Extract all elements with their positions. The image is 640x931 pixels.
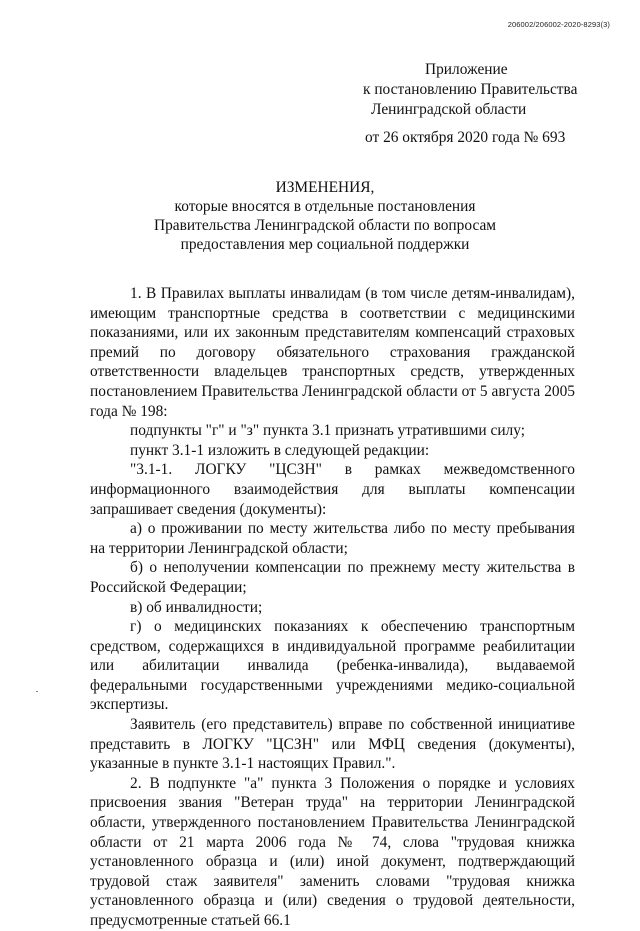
document-body xyxy=(90,284,575,931)
paragraph: 1. В Правилах выплаты инвалидам (в том числе детям-инвалидам), имеющим транспортные средства в соответствии с медицинскими показаниями, или их законным представителям компенсаций страховых премий по договору обязательного страхования гражданской ответственности владельцев транспортных средств, утвержденных постановлением Правительства Ленинградской области от 5 августа 2005 года № 198: xyxy=(90,285,575,420)
document-title xyxy=(90,178,560,254)
paragraph: б) о неполучении компенсации по прежнему месту жительства в Российской Федерации; xyxy=(90,559,575,596)
document-id: 206002/206002-2020-8293(3) xyxy=(507,20,610,29)
appendix-line-3: Ленинградской области xyxy=(371,101,527,118)
paragraph: в) об инвалидности; xyxy=(130,598,263,616)
appendix-line-4: от 26 октября 2020 года № 693 xyxy=(365,129,566,146)
paragraph: 2. В подпункте "а" пункта 3 Положения о порядке и условиях присвоения звания "Ветеран труда" на территории Ленинградской области, утвержденного постановлением Правительства Ленинградской области от 21 марта 2006 года № 74, слова "трудовая книжка установленного образца и (или) иной документ, подтверждающий трудовой стаж заявителя" заменить словами "трудовая книжка установленного образца и (или) сведения о трудовой деятельности, предусмотренные статьей 66.1 xyxy=(90,774,575,929)
scan-speck xyxy=(36,691,38,692)
paragraph: подпункты "г" и "з" пункта 3.1 признать утратившими силу; xyxy=(130,422,526,440)
appendix-line-2: к постановлению Правительства xyxy=(363,81,578,98)
title-subtitle-3: предоставления мер социальной поддержки xyxy=(180,236,470,253)
paragraph: г) о медицинских показаниях к обеспечению транспортным средством, содержащихся в индивидуальной программе реабилитации или абилитации инвалида (ребенка-инвалида), выдаваемой федеральными государственными учреждениями медико-социальной экспертизы. xyxy=(90,618,575,714)
appendix-line-1: Приложение xyxy=(425,61,508,78)
appendix-header xyxy=(363,60,577,148)
paragraph: "3.1-1. ЛОГКУ "ЦСЗН" в рамках межведомственного информационного взаимодействия для выплаты компенсации запрашивает сведения (документы): xyxy=(90,461,575,518)
paragraph: Заявитель (его представитель) вправе по собственной инициативе представить в ЛОГКУ "ЦСЗН" или МФЦ сведения (документы), указанные в пункте 3.1-1 настоящих Правил.". xyxy=(90,716,575,773)
title-heading: ИЗМЕНЕНИЯ, xyxy=(275,179,375,196)
paragraph: пункт 3.1-1 изложить в следующей редакции: xyxy=(130,441,430,459)
paragraph: а) о проживании по месту жительства либо по месту пребывания на территории Ленинградской области; xyxy=(90,520,575,557)
title-subtitle-2: Правительства Ленинградской области по вопросам xyxy=(153,217,497,234)
title-subtitle-1: которые вносятся в отдельные постановления xyxy=(174,198,476,215)
